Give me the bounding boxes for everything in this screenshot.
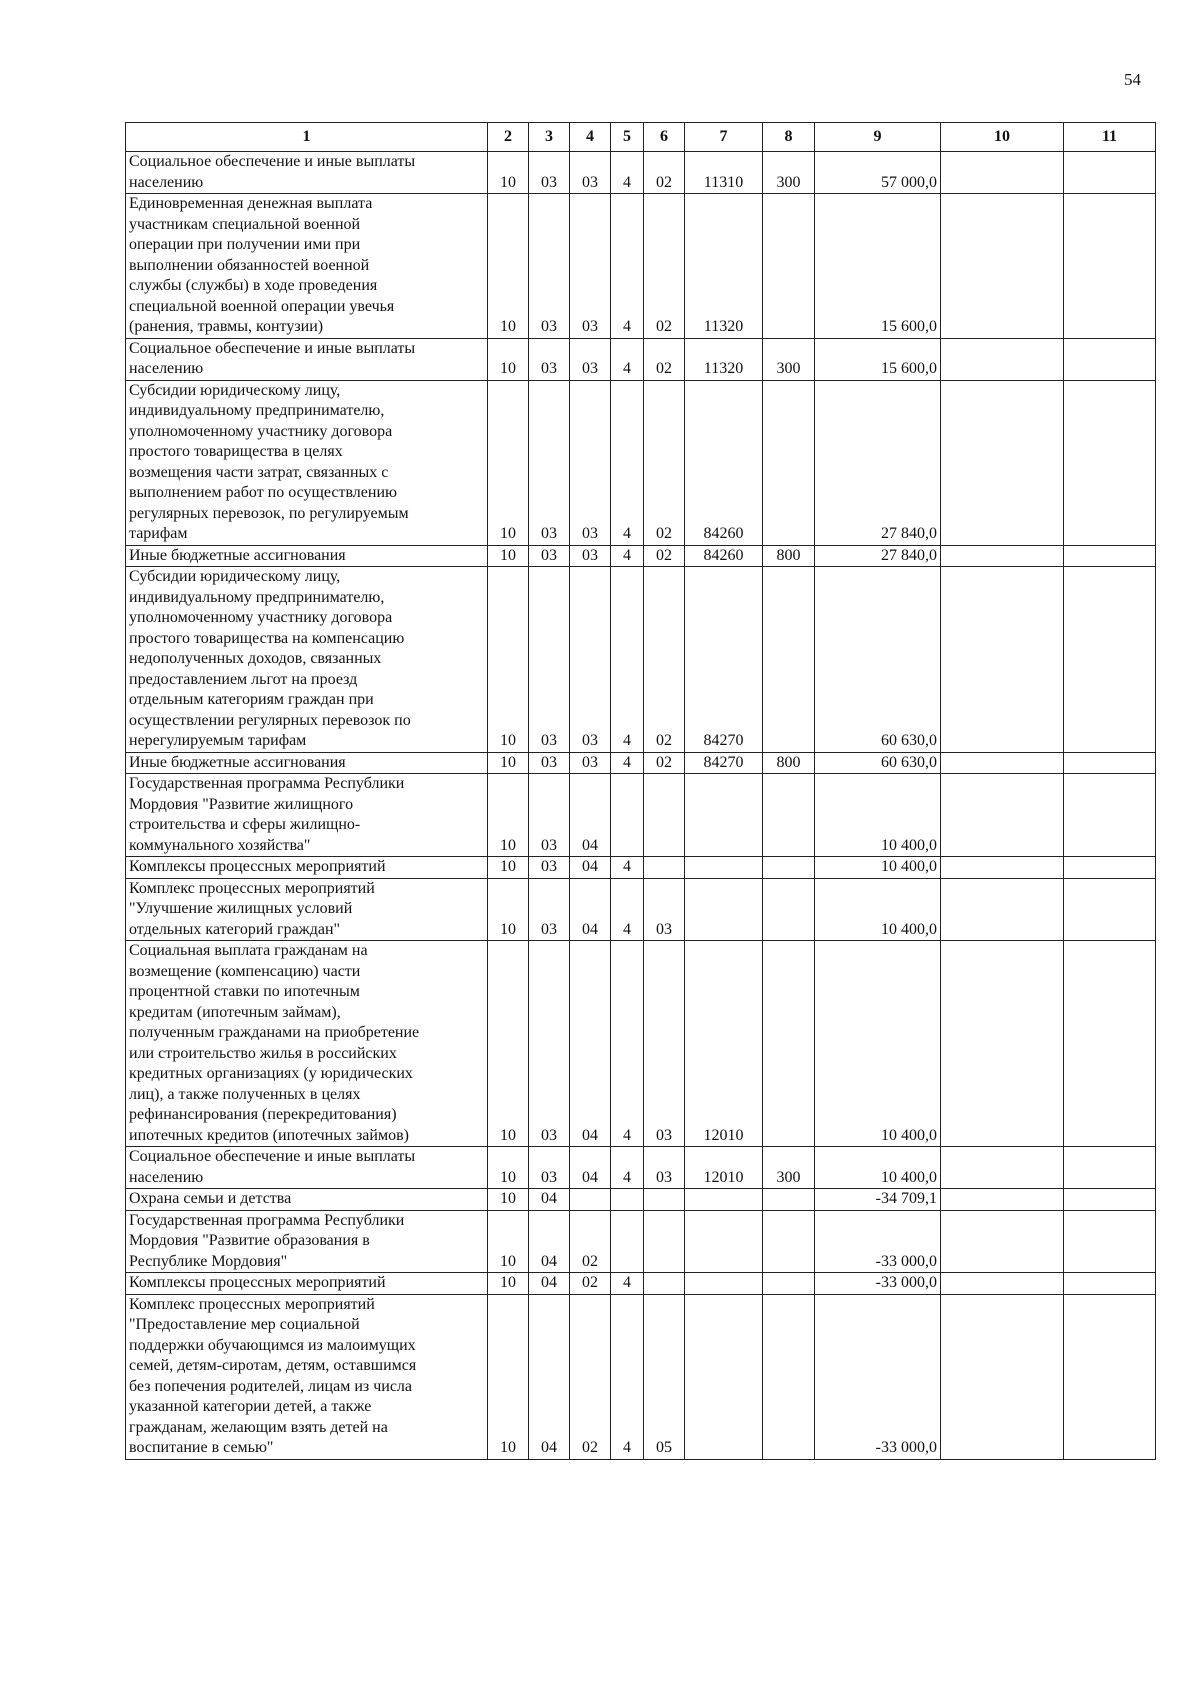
row-amount-cell	[1064, 941, 1156, 1147]
row-amount-cell	[941, 380, 1064, 545]
row-amount-cell	[941, 545, 1064, 567]
row-code-cell: 300	[763, 1147, 815, 1189]
row-code-cell: 04	[529, 1210, 570, 1273]
row-code-cell: 4	[611, 380, 644, 545]
row-amount-cell: 10 400,0	[815, 941, 941, 1147]
row-name-cell: Единовременная денежная выплата участникам специальной военной операции при получении ими при выполнении обязанностей военной службы (службы) в ходе проведения специальной военной операции увечья (ранения, травмы, контузии)	[126, 194, 488, 339]
row-code-cell: 04	[529, 1273, 570, 1295]
row-code-cell: 04	[570, 774, 611, 857]
row-code-cell: 03	[529, 545, 570, 567]
row-code-cell: 4	[611, 1273, 644, 1295]
row-code-cell: 11310	[685, 152, 763, 194]
row-amount-cell	[941, 941, 1064, 1147]
row-code-cell: 04	[570, 857, 611, 879]
row-amount-cell	[941, 567, 1064, 753]
row-code-cell: 04	[529, 1294, 570, 1459]
row-amount-cell	[941, 1210, 1064, 1273]
row-amount-cell: -33 000,0	[815, 1273, 941, 1295]
row-code-cell	[685, 1189, 763, 1211]
row-code-cell: 03	[644, 878, 685, 941]
row-name-cell: Иные бюджетные ассигнования	[126, 752, 488, 774]
row-code-cell	[763, 194, 815, 339]
row-code-cell	[763, 1210, 815, 1273]
row-name-cell: Комплекс процессных мероприятий "Улучшение жилищных условий отдельных категорий граждан"	[126, 878, 488, 941]
row-code-cell	[611, 1189, 644, 1211]
table-row	[126, 1294, 1156, 1459]
row-name-cell: Субсидии юридическому лицу, индивидуальному предпринимателю, уполномоченному участнику договора простого товарищества на компенсацию недополученных доходов, связанных предоставлением льгот на проезд отдельным категориям граждан при осуществлении регулярных перевозок по нерегулируемым тарифам	[126, 567, 488, 753]
row-code-cell: 300	[763, 338, 815, 380]
row-name-cell: Иные бюджетные ассигнования	[126, 545, 488, 567]
row-code-cell: 03	[570, 152, 611, 194]
row-name-cell: Комплексы процессных мероприятий	[126, 857, 488, 879]
row-amount-cell: 10 400,0	[815, 857, 941, 879]
row-code-cell: 03	[529, 152, 570, 194]
row-amount-cell	[941, 1273, 1064, 1295]
row-code-cell: 03	[529, 857, 570, 879]
row-code-cell	[570, 1189, 611, 1211]
row-code-cell: 02	[644, 567, 685, 753]
column-header-3: 3	[529, 123, 570, 152]
row-code-cell: 03	[529, 941, 570, 1147]
row-amount-cell: 27 840,0	[815, 545, 941, 567]
row-code-cell: 4	[611, 878, 644, 941]
row-code-cell: 12010	[685, 941, 763, 1147]
row-code-cell: 10	[488, 1294, 529, 1459]
row-amount-cell: 15 600,0	[815, 338, 941, 380]
row-code-cell	[763, 567, 815, 753]
column-header-4: 4	[570, 123, 611, 152]
row-amount-cell	[1064, 338, 1156, 380]
table-row	[126, 1273, 1156, 1295]
row-code-cell: 84260	[685, 545, 763, 567]
table-row	[126, 338, 1156, 380]
row-code-cell: 03	[644, 941, 685, 1147]
row-amount-cell	[941, 878, 1064, 941]
row-code-cell	[763, 1189, 815, 1211]
row-amount-cell: 60 630,0	[815, 752, 941, 774]
row-amount-cell: 15 600,0	[815, 194, 941, 339]
row-code-cell: 4	[611, 152, 644, 194]
row-code-cell: 4	[611, 857, 644, 879]
table-row	[126, 857, 1156, 879]
row-amount-cell	[941, 752, 1064, 774]
row-code-cell: 10	[488, 1147, 529, 1189]
row-amount-cell	[1064, 567, 1156, 753]
table-row	[126, 567, 1156, 753]
row-code-cell	[763, 1273, 815, 1295]
row-code-cell: 02	[570, 1294, 611, 1459]
row-code-cell: 10	[488, 941, 529, 1147]
row-code-cell: 11320	[685, 338, 763, 380]
row-code-cell: 4	[611, 338, 644, 380]
row-code-cell: 04	[570, 941, 611, 1147]
row-code-cell: 03	[570, 380, 611, 545]
row-code-cell	[685, 1210, 763, 1273]
row-name-cell: Социальное обеспечение и иные выплаты населению	[126, 1147, 488, 1189]
row-amount-cell: -33 000,0	[815, 1210, 941, 1273]
row-code-cell: 800	[763, 752, 815, 774]
row-code-cell: 02	[644, 194, 685, 339]
row-code-cell	[685, 1273, 763, 1295]
row-code-cell: 10	[488, 857, 529, 879]
row-code-cell	[763, 774, 815, 857]
row-amount-cell	[941, 1147, 1064, 1189]
row-name-cell: Комплекс процессных мероприятий "Предоставление мер социальной поддержки обучающимся из малоимущих семей, детям-сиротам, детям, оставшимся без попечения родителей, лицам из числа указанной категории детей, а также гражданам, желающим взять детей на воспитание в семью"	[126, 1294, 488, 1459]
row-amount-cell: -34 709,1	[815, 1189, 941, 1211]
row-code-cell: 10	[488, 1210, 529, 1273]
table-row	[126, 752, 1156, 774]
row-code-cell: 03	[529, 567, 570, 753]
table-body	[126, 152, 1156, 1460]
row-code-cell: 84260	[685, 380, 763, 545]
column-header-1: 1	[126, 123, 488, 152]
row-code-cell: 4	[611, 545, 644, 567]
table-row	[126, 194, 1156, 339]
row-code-cell: 800	[763, 545, 815, 567]
row-code-cell: 4	[611, 567, 644, 753]
column-header-11: 11	[1064, 123, 1156, 152]
table-row	[126, 380, 1156, 545]
row-amount-cell	[941, 338, 1064, 380]
row-code-cell: 02	[644, 338, 685, 380]
row-name-cell: Социальное обеспечение и иные выплаты населению	[126, 338, 488, 380]
row-code-cell: 02	[644, 545, 685, 567]
row-code-cell: 03	[570, 545, 611, 567]
row-code-cell	[685, 857, 763, 879]
row-code-cell	[611, 774, 644, 857]
row-code-cell: 10	[488, 567, 529, 753]
row-name-cell: Субсидии юридическому лицу, индивидуальному предпринимателю, уполномоченному участнику договора простого товарищества в целях возмещения части затрат, связанных с выполнением работ по осуществлению регулярных перевозок, по регулируемым тарифам	[126, 380, 488, 545]
row-name-cell: Комплексы процессных мероприятий	[126, 1273, 488, 1295]
row-name-cell: Охрана семьи и детства	[126, 1189, 488, 1211]
row-code-cell: 04	[570, 878, 611, 941]
row-amount-cell	[1064, 194, 1156, 339]
row-amount-cell	[1064, 752, 1156, 774]
row-code-cell: 03	[529, 1147, 570, 1189]
table-row	[126, 774, 1156, 857]
column-header-7: 7	[685, 123, 763, 152]
table-row	[126, 1210, 1156, 1273]
row-code-cell: 02	[570, 1273, 611, 1295]
row-amount-cell	[1064, 1147, 1156, 1189]
row-code-cell: 03	[529, 752, 570, 774]
row-code-cell: 10	[488, 545, 529, 567]
row-code-cell: 84270	[685, 752, 763, 774]
row-amount-cell: 10 400,0	[815, 878, 941, 941]
table-row	[126, 152, 1156, 194]
row-name-cell: Социальная выплата гражданам на возмещение (компенсацию) части процентной ставки по ипотечным кредитам (ипотечным займам), полученным гражданами на приобретение или строительство жилья в российских кредитных организациях (у юридических лиц), а также полученных в целях рефинансирования (перекредитования) ипотечных кредитов (ипотечных займов)	[126, 941, 488, 1147]
row-code-cell	[611, 1210, 644, 1273]
row-code-cell	[763, 941, 815, 1147]
page-number: 54	[1124, 70, 1141, 89]
row-code-cell: 02	[644, 152, 685, 194]
row-code-cell: 02	[570, 1210, 611, 1273]
row-code-cell: 4	[611, 752, 644, 774]
row-amount-cell: 10 400,0	[815, 1147, 941, 1189]
row-code-cell	[763, 857, 815, 879]
table-row	[126, 1189, 1156, 1211]
row-code-cell	[644, 774, 685, 857]
row-amount-cell: -33 000,0	[815, 1294, 941, 1459]
column-header-10: 10	[941, 123, 1064, 152]
row-amount-cell	[1064, 878, 1156, 941]
row-code-cell: 10	[488, 752, 529, 774]
row-code-cell: 10	[488, 1189, 529, 1211]
row-code-cell: 04	[570, 1147, 611, 1189]
row-code-cell: 03	[644, 1147, 685, 1189]
row-amount-cell	[1064, 1210, 1156, 1273]
row-code-cell: 4	[611, 1294, 644, 1459]
row-amount-cell	[941, 1294, 1064, 1459]
row-code-cell	[685, 1294, 763, 1459]
row-code-cell: 4	[611, 1147, 644, 1189]
row-code-cell: 03	[570, 338, 611, 380]
row-amount-cell: 27 840,0	[815, 380, 941, 545]
row-amount-cell	[941, 774, 1064, 857]
row-code-cell: 4	[611, 194, 644, 339]
row-code-cell: 03	[529, 774, 570, 857]
row-code-cell	[644, 1273, 685, 1295]
row-amount-cell	[1064, 1273, 1156, 1295]
row-amount-cell: 57 000,0	[815, 152, 941, 194]
row-amount-cell	[941, 1189, 1064, 1211]
table-row	[126, 941, 1156, 1147]
row-code-cell: 03	[570, 567, 611, 753]
row-amount-cell	[1064, 545, 1156, 567]
row-code-cell	[685, 878, 763, 941]
row-amount-cell: 60 630,0	[815, 567, 941, 753]
row-code-cell	[644, 1189, 685, 1211]
row-code-cell: 300	[763, 152, 815, 194]
row-code-cell: 02	[644, 752, 685, 774]
table-row	[126, 1147, 1156, 1189]
row-amount-cell	[1064, 774, 1156, 857]
row-name-cell: Государственная программа Республики Мордовия "Развитие образования в Республике Мордовия"	[126, 1210, 488, 1273]
row-amount-cell	[1064, 1294, 1156, 1459]
row-code-cell: 03	[570, 194, 611, 339]
row-code-cell: 03	[529, 194, 570, 339]
row-code-cell: 10	[488, 380, 529, 545]
row-code-cell	[763, 1294, 815, 1459]
row-code-cell: 10	[488, 1273, 529, 1295]
row-amount-cell	[1064, 857, 1156, 879]
row-amount-cell	[1064, 152, 1156, 194]
row-amount-cell	[941, 152, 1064, 194]
row-name-cell: Социальное обеспечение и иные выплаты населению	[126, 152, 488, 194]
column-header-9: 9	[815, 123, 941, 152]
row-code-cell	[644, 1210, 685, 1273]
row-name-cell: Государственная программа Республики Мордовия "Развитие жилищного строительства и сферы жилищно- коммунального хозяйства"	[126, 774, 488, 857]
row-code-cell: 02	[644, 380, 685, 545]
row-code-cell: 10	[488, 338, 529, 380]
row-code-cell	[763, 878, 815, 941]
column-header-2: 2	[488, 123, 529, 152]
row-code-cell: 84270	[685, 567, 763, 753]
row-code-cell: 10	[488, 774, 529, 857]
table-row	[126, 878, 1156, 941]
row-code-cell: 03	[529, 380, 570, 545]
row-code-cell	[644, 857, 685, 879]
row-code-cell: 10	[488, 194, 529, 339]
row-code-cell: 11320	[685, 194, 763, 339]
row-code-cell	[685, 774, 763, 857]
budget-table	[125, 122, 1156, 1460]
column-header-8: 8	[763, 123, 815, 152]
row-amount-cell	[1064, 380, 1156, 545]
row-code-cell: 03	[529, 878, 570, 941]
header-row	[126, 123, 1156, 152]
table-header	[126, 123, 1156, 152]
table-row	[126, 545, 1156, 567]
row-code-cell: 4	[611, 941, 644, 1147]
row-amount-cell	[941, 857, 1064, 879]
row-code-cell: 10	[488, 878, 529, 941]
row-code-cell: 03	[529, 338, 570, 380]
row-amount-cell	[941, 194, 1064, 339]
column-header-6: 6	[644, 123, 685, 152]
row-code-cell: 03	[570, 752, 611, 774]
row-amount-cell	[1064, 1189, 1156, 1211]
row-code-cell: 12010	[685, 1147, 763, 1189]
row-code-cell: 05	[644, 1294, 685, 1459]
row-amount-cell: 10 400,0	[815, 774, 941, 857]
row-code-cell: 10	[488, 152, 529, 194]
row-code-cell: 04	[529, 1189, 570, 1211]
column-header-5: 5	[611, 123, 644, 152]
row-code-cell	[763, 380, 815, 545]
